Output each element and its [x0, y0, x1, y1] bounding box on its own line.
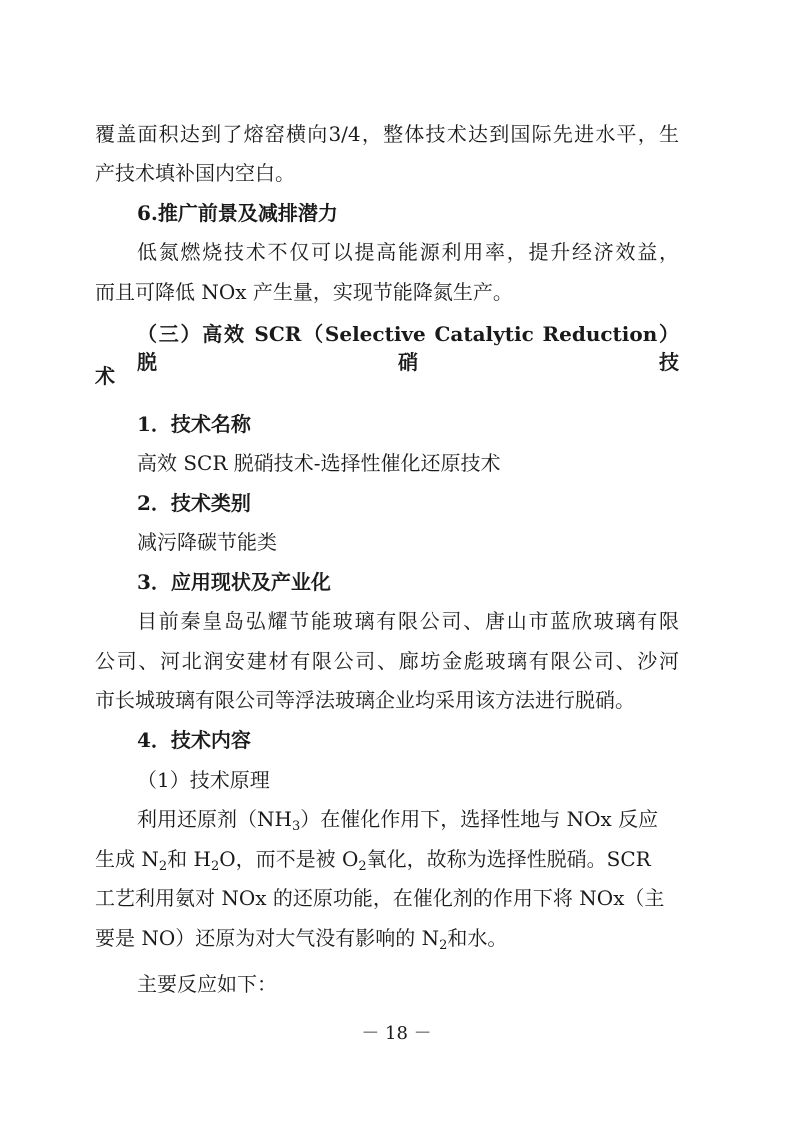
- paragraph-line: [0, 845, 793, 873]
- section-title-continued: 术: [95, 364, 115, 388]
- section-title: （三）高效 SCR（Selective Catalytic Reduction）脱硝技: [137, 322, 679, 374]
- text-run: 利用还原剂（NH: [137, 807, 292, 831]
- subscript: 2: [210, 859, 220, 874]
- paragraph-line: 工艺利用氨对 NOx 的还原功能，在催化剂的作用下将 NOx（主: [95, 886, 665, 910]
- paragraph-line: 产技术填补国内空白。: [95, 161, 295, 185]
- section-heading: 6.推广前景及减排潜力: [137, 201, 338, 225]
- text-run: 和水。: [447, 926, 508, 950]
- paragraph-line: 而且可降低 NOx 产生量，实现节能降氮生产。: [95, 280, 513, 304]
- paragraph-line: 主要反应如下：: [137, 972, 277, 996]
- subscript: 2: [158, 859, 168, 874]
- text-run: ）在催化作用下，选择性地与 NOx 反应: [300, 807, 659, 831]
- paragraph-line: 覆盖面积达到了熔窑横向3/4，整体技术达到国际先进水平，生: [95, 122, 679, 146]
- paragraph-line: [0, 924, 793, 952]
- paragraph-line: 市长城玻璃有限公司等浮法玻璃企业均采用该方法进行脱硝。: [95, 688, 635, 712]
- item-heading: 3．应用现状及产业化: [137, 570, 331, 594]
- subscript: 2: [439, 938, 448, 953]
- subscript: 2: [358, 859, 367, 874]
- text-run: 氧化，故称为选择性脱硝。SCR: [366, 847, 651, 871]
- item-heading: 1．技术名称: [137, 412, 251, 436]
- page-number: － 18 －: [361, 1023, 432, 1044]
- sub-heading: （1）技术原理: [137, 768, 270, 792]
- text-run: 要是 NO）还原为对大气没有影响的 N: [95, 926, 440, 950]
- text-run: 和 H: [167, 847, 211, 871]
- subscript: 3: [291, 819, 301, 834]
- paragraph-line: 公司、河北润安建材有限公司、廊坊金彪玻璃有限公司、沙河: [95, 649, 679, 673]
- paragraph-line: 目前秦皇岛弘耀节能玻璃有限公司、唐山市蓝欣玻璃有限: [137, 609, 679, 633]
- paragraph-line: [0, 805, 793, 833]
- item-text: 高效 SCR 脱硝技术-选择性催化还原技术: [137, 451, 501, 475]
- item-text: 减污降碳节能类: [137, 530, 277, 554]
- item-heading: 4．技术内容: [137, 728, 251, 752]
- text-run: 生成 N: [95, 847, 159, 871]
- paragraph-line: 低氮燃烧技术不仅可以提高能源利用率，提升经济效益，: [137, 240, 679, 264]
- text-run: O，而不是被 O: [219, 847, 359, 871]
- item-heading: 2．技术类别: [137, 491, 251, 515]
